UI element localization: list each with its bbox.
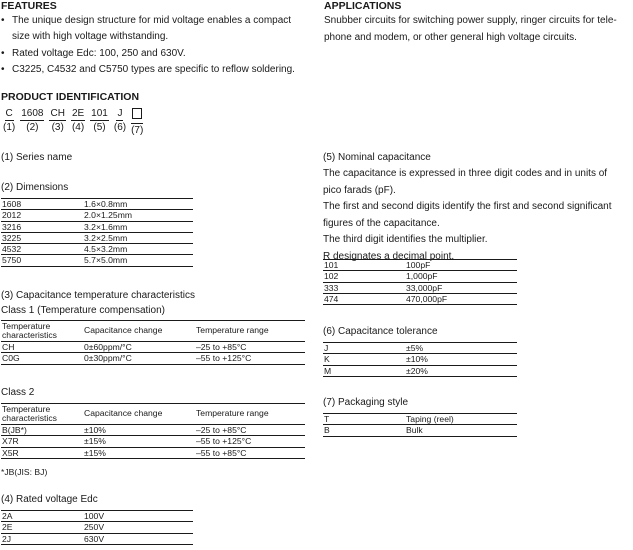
dimension-row-cell: 3.2×2.5mm <box>84 232 128 243</box>
code-rated-voltage: 2E <box>71 108 85 119</box>
packaging-row <box>323 414 517 425</box>
rated-voltage-row-cell: 2E <box>2 522 13 533</box>
tolerance-row-cell: K <box>324 354 330 365</box>
code-dimensions: 1608 <box>21 108 44 119</box>
packaging-row-cell: T <box>324 414 330 424</box>
footnote: *JB(JIS: BJ) <box>1 467 48 477</box>
dimension-row-cell: 4.5×3.2mm <box>84 244 128 255</box>
class2-row-cell: ±10% <box>84 425 106 435</box>
dimension-row <box>1 221 193 232</box>
applications-text: Snubber circuits for switching power supply, ringer circuits for tele- phone and modem, or other general high voltage circuits. <box>324 15 617 43</box>
dimension-row-cell: 3216 <box>2 221 22 232</box>
nominal-cap-row <box>323 271 517 282</box>
nominal-cap-table <box>323 259 517 305</box>
rated-voltage-row-cell: 2J <box>2 533 12 544</box>
class1-row <box>1 353 305 364</box>
feature-item: • The unique design structure for mid voltage enables a compact size with high voltage withstanding. <box>1 13 316 46</box>
dimension-row-cell: 5750 <box>2 255 22 266</box>
nominal-cap-row <box>323 293 517 304</box>
class2-row <box>1 436 305 447</box>
class1-row <box>1 342 305 353</box>
code-series: C <box>5 108 13 119</box>
dimension-row-cell: 5.7×5.0mm <box>84 255 128 266</box>
rated-voltage-row-cell: 630V <box>84 533 105 544</box>
class2-row-cell: X7R <box>2 436 19 447</box>
col-header-cap-change: Capacitance change <box>84 408 163 419</box>
nominal-cap-row-cell: 33,000pF <box>406 282 443 293</box>
applications-heading: APPLICATIONS <box>324 0 402 12</box>
col-header-temp-char: Temperature characteristics <box>2 403 57 423</box>
dimension-row <box>1 232 193 243</box>
col-header-temp-char: Temperature characteristics <box>2 320 57 340</box>
nominal-cap-description: The capacitance is expressed in three digit codes and in units of pico farads (pF). The first and second digits identify the first and second significant figures of the capacitance. The third digit identifies the multiplier. R designates a decimal point. <box>323 168 612 262</box>
dimension-row-cell: 2012 <box>2 210 22 221</box>
nominal-cap-row-cell: 1,000pF <box>406 271 438 282</box>
product-id-heading: PRODUCT IDENTIFICATION <box>1 91 140 103</box>
rated-voltage-row <box>1 522 193 533</box>
nominal-cap-row-cell: 333 <box>324 282 339 293</box>
features-list <box>1 13 316 79</box>
class1-title: Class 1 (Temperature compensation) <box>1 305 165 316</box>
rated-voltage-table <box>1 510 193 545</box>
class2-row-cell: –55 to +125°C <box>196 436 252 447</box>
feature-item: • Rated voltage Edc: 100, 250 and 630V. <box>1 46 316 62</box>
class2-row-cell: ±15% <box>84 447 106 458</box>
dimensions-table <box>1 198 193 267</box>
class2-row-cell: B(JB*) <box>2 425 27 435</box>
dimension-row <box>1 210 193 221</box>
class1-row-cell: –55 to +125°C <box>196 353 252 364</box>
tolerance-row <box>323 365 517 376</box>
features-heading: FEATURES <box>1 0 57 12</box>
rated-voltage-title: (4) Rated voltage Edc <box>1 494 98 505</box>
packaging-title: (7) Packaging style <box>323 397 409 408</box>
dimension-row <box>1 244 193 255</box>
nominal-cap-row-cell: 474 <box>324 293 339 304</box>
series-name-title: (1) Series name <box>1 152 73 163</box>
class1-table <box>1 320 305 365</box>
code-tolerance: J <box>117 108 123 119</box>
tolerance-row-cell: ±10% <box>406 354 428 365</box>
col-header-temp-range: Temperature range <box>196 408 269 419</box>
nominal-cap-row-cell: 470,000pF <box>406 293 448 304</box>
tolerance-row-cell: J <box>324 343 329 353</box>
nominal-cap-row-cell: 101 <box>324 260 339 270</box>
rated-voltage-row-cell: 250V <box>84 522 105 533</box>
col-header-temp-range: Temperature range <box>196 325 269 336</box>
class1-row-cell: –25 to +85°C <box>196 342 247 352</box>
dimension-row-cell: 2.0×1.25mm <box>84 210 133 221</box>
dimension-row-cell: 1608 <box>2 199 22 209</box>
class2-row-cell: ±15% <box>84 436 106 447</box>
class2-table <box>1 403 305 459</box>
dimension-row <box>1 255 193 266</box>
class2-row <box>1 425 305 436</box>
class2-row-cell: –55 to +85°C <box>196 447 247 458</box>
packaging-row-cell: Taping (reel) <box>406 414 454 424</box>
nominal-cap-title: (5) Nominal capacitance <box>323 152 431 163</box>
nominal-cap-row-cell: 100pF <box>406 260 431 270</box>
tolerance-row-cell: ±20% <box>406 365 428 376</box>
class2-row <box>1 447 305 458</box>
packaging-row-cell: B <box>324 425 330 436</box>
packaging-row <box>323 425 517 436</box>
code-temp-char: CH <box>50 108 65 119</box>
class1-row-cell: 0±60ppm/°C <box>84 342 132 352</box>
tolerance-row <box>323 343 517 354</box>
class2-title: Class 2 <box>1 387 35 398</box>
rated-voltage-row <box>1 511 193 522</box>
nominal-cap-row <box>323 260 517 271</box>
class1-row-cell: 0±30ppm/°C <box>84 353 132 364</box>
class1-row-cell: CH <box>2 342 15 352</box>
tolerance-table <box>323 342 517 377</box>
tolerance-row <box>323 354 517 365</box>
code-packaging-box <box>131 107 143 124</box>
packaging-row-cell: Bulk <box>406 425 423 436</box>
packaging-table <box>323 413 517 437</box>
tolerance-row-cell: ±5% <box>406 343 424 353</box>
dimension-row-cell: 3.2×1.6mm <box>84 221 128 232</box>
feature-item: • C3225, C4532 and C5750 types are specific to reflow soldering. <box>1 62 316 78</box>
rated-voltage-row-cell: 2A <box>2 511 13 521</box>
tolerance-row-cell: M <box>324 365 332 376</box>
blank-box-icon <box>132 108 142 119</box>
nominal-cap-row-cell: 102 <box>324 271 339 282</box>
dimension-row-cell: 4532 <box>2 244 22 255</box>
temp-char-title: (3) Capacitance temperature characteristics <box>1 290 195 301</box>
dimension-row-cell: 1.6×0.8mm <box>84 199 128 209</box>
class2-row-cell: X5R <box>2 447 19 458</box>
class2-row-cell: –25 to +85°C <box>196 425 247 435</box>
class1-row-cell: C0G <box>2 353 20 364</box>
part-number-breakdown: C (1) 1608 (2) CH (3) 2E (4) 101 (5) J (6) (7) <box>3 108 144 136</box>
code-nominal-cap: 101 <box>91 108 108 119</box>
dimensions-title: (2) Dimensions <box>1 182 69 193</box>
col-header-cap-change: Capacitance change <box>84 325 163 336</box>
nominal-cap-row <box>323 282 517 293</box>
dimension-row-cell: 3225 <box>2 232 22 243</box>
dimension-row <box>1 199 193 210</box>
tolerance-title: (6) Capacitance tolerance <box>323 326 438 337</box>
rated-voltage-row-cell: 100V <box>84 511 105 521</box>
rated-voltage-row <box>1 533 193 544</box>
